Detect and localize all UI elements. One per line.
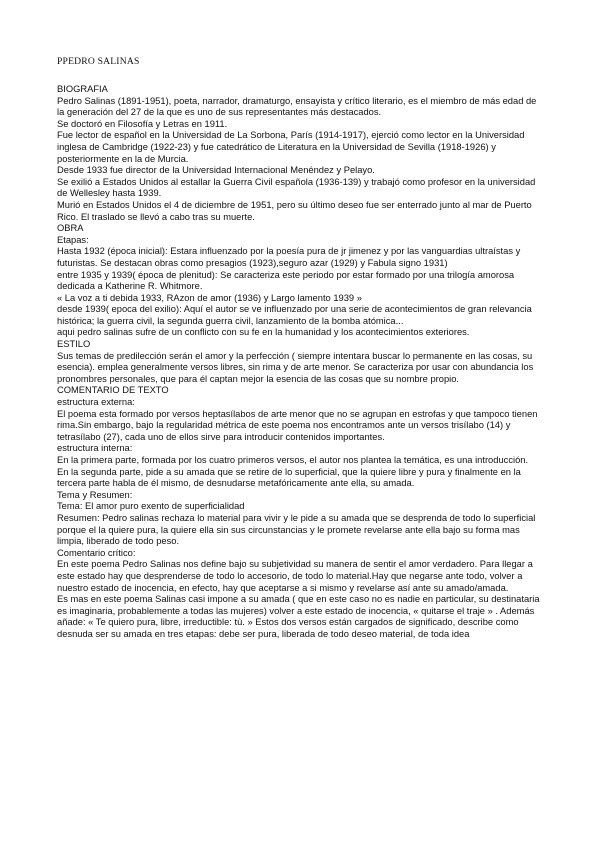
paragraph: Tema: El amor puro exento de superficialidad (57, 501, 245, 512)
paragraph: Desde 1933 fue director de la Universidad Internacional Menéndez y Pelayo. (57, 165, 375, 176)
paragraph: Sus temas de predilección serán el amor y la perfección ( siempre intentara buscar lo permanente en las cosas, su esencia). emplea generalmente versos libres, sin rima y de arte menor. Se caracteriza por usar con abundancia los pronombres personales, que para él captan mejor la esencia de las cosas que su nombre propio. (57, 350, 534, 384)
paragraph: estructura externa: (57, 397, 135, 408)
paragraph: Es mas en este poema Salinas casi impone a su amada ( que en este caso no es nadie en particular, su destinataria es imaginaria, probablemente a todas las mujeres) volver a este estado de inocencia, « quitarse el traje » . Además añade: « Te quiero pura, libre, irreductible: tù. » Estos dos versos están cargados de significado, describe como desnuda ser su amada en tres etapas: debe ser pura, liberada de todo deseo material, de toda idea (57, 594, 540, 639)
paragraph: En este poema Pedro Salinas nos define bajo su subjetividad su manera de sentir el amor verdadero. Para llegar a este estado hay que desprenderse de todo lo accesorio, de todo lo material.Hay que negarse ante todo, volver a nuestro estado de inocencia, en efecto, hay que aceptarse a si mismo y revelarse así ante su amado/amada. (57, 559, 533, 593)
paragraph: ESTILO (57, 339, 91, 350)
paragraph: Fue lector de español en la Universidad de La Sorbona, París (1914-1917), ejerció como lector en la Universidad inglesa de Cambridge (1922-23) y fue catedrático de Literatura en la Universidad de Sevilla (1918-1926) y posteriormente en la de Murcia. (57, 130, 525, 164)
paragraph: En la primera parte, formada por los cuatro primeros versos, el autor nos plantea la temática, es una introducción. (57, 455, 529, 465)
paragraph: Comentario crítico: (57, 547, 136, 558)
paragraph: estructura interna: (57, 443, 133, 454)
paragraph: Hasta 1932 (época inicial): Estara influenzado por la poesía pura de jr jimenez y por las vanguardias ultraístas y futuristas. Se destacan obras como presagios (1923),seguro azar (1929) y Fabula signo 1931) (57, 246, 521, 268)
paragraph: Murió en Estados Unidos el 4 de diciembre de 1951, pero su último deseo fue ser enterrado junto al mar de Puerto Rico. El traslado se llevó a cabo tras su muerte. (57, 199, 532, 222)
paragraph: Pedro Salinas (1891-1951), poeta, narrador, dramaturgo, ensayista y crítico literario, es el miembro de más edad de la generación del 27 de la que es uno de sus representantes más destacados. (57, 95, 537, 118)
paragraph: COMENTARIO DE TEXTO (57, 385, 169, 396)
paragraph: aqui pedro salinas sufre de un conflicto con su fe en la humanidad y los acontecimientos exteriores. (57, 327, 470, 338)
paragraph: BIOGRAFIA (57, 84, 108, 94)
paragraph: Etapas: (57, 234, 89, 245)
paragraph: El poema esta formado por versos heptasílabos de arte menor que no se agrupan en estrofas y que tampoco tienen rima.Sin embargo, bajo la regularidad métrica de este poema nos encontramos ante un versos trisílabo (14) y tetrasílabo (27), cada uno de ellos sirve para introducir contenidos importantes. (57, 408, 538, 442)
paragraph: Resumen: Pedro salinas rechaza lo material para vivir y le pide a su amada que se desprenda de todo lo superficial porque el la quiere pura, la quiere ella sin sus circunstancias y le promete revelarse ante ella bajo su forma mas limpia, liberado de todo peso. (57, 512, 536, 547)
paragraph: Tema y Resumen: (57, 489, 133, 500)
paragraph: Se doctoró en Filosofía y Letras en 1911. (57, 118, 228, 129)
paragraph: En la segunda parte, pide a su amada que se retire de lo superficial, que la quiere libre y pura y finalmente en la tercera parte habla de él mismo, de desnudarse metafóricamente ante ella, su amada. (57, 466, 521, 489)
paragraph: OBRA (57, 223, 84, 234)
paragraph: entre 1935 y 1939( época de plenitud): Se caracteriza este periodo por estar formado por una trilogía amorosa dedicada a Katherine R. Whitmore. (57, 269, 515, 292)
document-body (57, 84, 541, 641)
paragraph: Se exilió a Estados Unidos al estallar la Guerra Civil española (1936-139) y trabajó como profesor en la universidad de Wellesley hasta 1939. (57, 176, 536, 199)
paragraph: desde 1939( epoca del exilio): Aquí el autor se ve influenzado por una serie de acontecimientos de gran relevancia histórica; la guerra civil, la segunda guerra civil, lanzamiento de la bomba atómica... (57, 304, 532, 326)
document-title: PPEDRO SALINAS (57, 56, 140, 67)
paragraph: « La voz a ti debida 1933, RAzon de amor (1936) y Largo lamento 1939 » (57, 292, 362, 303)
